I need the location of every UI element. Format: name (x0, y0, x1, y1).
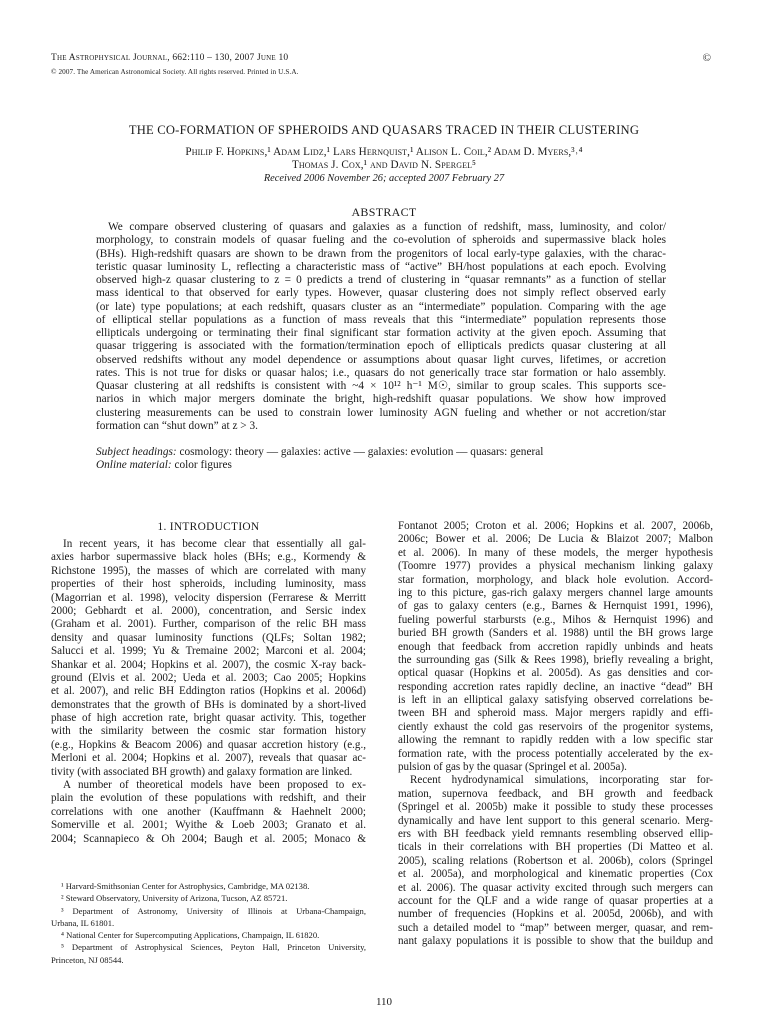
online-material-label: Online material: (96, 459, 172, 472)
body-line: dynamically and have lent support to this general scenario. Merg- (398, 814, 713, 827)
body-line: plain the evolution of these populations with redshift, and their (51, 792, 366, 805)
body-line: (Springel et al. 2005b) make it possible to study these processes (398, 801, 713, 814)
abstract-line: rates. This is not true for disks or quasar halos; i.e., quasars do not generically trace star formation or halo assembly. (96, 366, 666, 379)
body-line: axies harbor supermassive black holes (BHs; e.g., Kormendy & (51, 551, 366, 564)
body-line: Fontanot 2005; Croton et al. 2006; Hopkins et al. 2007, 2006b, (398, 520, 713, 532)
body-line: is left in an elliptical galaxy satisfying observed correlations be- (398, 694, 713, 707)
online-material-text: color figures (174, 459, 232, 472)
journal-citation: The Astrophysical Journal, 662:110 – 130, 2007 June 10 (51, 53, 289, 63)
copyright-icon: © (702, 52, 711, 64)
body-line: Recent hydrodynamical simulations, incorporating star for- (410, 774, 713, 787)
abstract-line: narios in which major mergers dominate the bright, high-redshift quasar populations. We show how improved (96, 393, 666, 406)
body-line: pulsion of gas by the quasar (Springel et al. 2005a). (398, 761, 627, 774)
body-line: Richstone 1995), the masses of which are correlated with many (51, 564, 366, 577)
body-line: ing to this picture, gas-rich galaxy mergers channel large amounts (398, 586, 713, 599)
body-line: with the similarity between the cosmic star formation history (51, 725, 366, 738)
body-line: A number of theoretical models have been proposed to ex- (63, 779, 366, 792)
body-line: (e.g., Hopkins & Beacom 2006) and quasar accretion history (e.g., (51, 738, 366, 751)
footnote: ⁵ Department of Astrophysical Sciences, Peyton Hall, Princeton University, (61, 942, 366, 953)
body-line: et al. 2006). In many of these models, the merger hypothesis (398, 546, 713, 559)
received-dates: Received 2006 November 26; accepted 2007 February 27 (263, 173, 505, 184)
page-number: 110 (375, 996, 393, 1008)
abstract-line: Quasar clustering at all redshifts is consistent with ~4 × 10¹² h⁻¹ M☉, similar to group scales. This supports sce- (96, 380, 666, 392)
body-line: nant galaxy populations it is possible to show that the buildup and (398, 935, 713, 948)
footnote-continued: Urbana, IL 61801. (51, 917, 115, 928)
abstract-line: observed high-z quasar clustering to z = 0 predicts a trend of clustering in “quasar remnants” as a function of stellar (96, 274, 666, 286)
body-line: ciently exhaust the cold gas reservoirs of the progenitor systems, (398, 720, 713, 733)
body-line: the surrounding gas (Silk & Rees 1998), briefly revealing a bright, (398, 653, 713, 666)
body-line: optical quasar (Hopkins et al. 2005d). As gas densities and cor- (398, 667, 713, 680)
body-line: buried BH growth (Sanders et al. 1988) until the BH grows large (398, 627, 713, 640)
body-line: 2006c; Bower et al. 2006; De Lucia & Blaizot 2007; Malbon (398, 533, 713, 546)
author-list: Philip F. Hopkins,¹ Adam Lidz,¹ Lars Hernquist,¹ Alison L. Coil,² Adam D. Myers,³˒⁴ (185, 146, 583, 158)
paper-title: THE CO-FORMATION OF SPHEROIDS AND QUASARS TRACED IN THEIR CLUSTERING (128, 123, 640, 137)
abstract-body (96, 221, 666, 433)
abstract-line: ellipticals undergoing or terminating their final significant star formation activity at the given epoch. Assuming that (96, 327, 666, 339)
body-line: 2005), scaling relations (Robertson et al. 2006b), colors (Springel (398, 854, 713, 867)
body-line: Shankar et al. 2004; Hopkins et al. 2007), the cosmic X-ray back- (51, 658, 366, 671)
body-line: allowing the remnant to rapidly redden with a low specific star (398, 734, 713, 747)
abstract-line: quasar triggering is associated with the formation/termination epoch of ellipticals predicts quasar clustering at all (96, 340, 666, 353)
abstract-line: We compare observed clustering of quasars and galaxies as a function of redshift, mass, luminosity, and color/ (108, 221, 666, 233)
abstract-line: (or late) type populations; at each redshift, quasars cluster as an “intermediate” population. Comparing with the age (96, 300, 666, 313)
abstract-line: mass identical to that observed for early types. However, quasar clustering does not simply reflect observed early (96, 287, 666, 300)
body-line: responding accretion rates rapidly decline, an inactive “dead” BH (398, 680, 713, 693)
abstract-heading: ABSTRACT (351, 205, 417, 219)
body-line: ers with BH feedback yield remnants resembling observed ellip- (398, 827, 713, 840)
body-line: phase of high accretion rate, bright quasar activity. This, together (51, 712, 366, 725)
body-line: ticals in their correlations with BH properties (Di Matteo et al. (398, 841, 713, 854)
body-line: tivity (with associated BH growth) and galaxy formation are linked. (51, 765, 353, 778)
author-list-continued: Thomas J. Cox,¹ and David N. Spergel⁵ (291, 159, 477, 171)
body-line: star formation, morphology, and black hole evolution. Accord- (398, 573, 713, 586)
abstract-line: observed redshifts without any model dependence or assumptions about quasar light curves, lifetimes, or accretion (96, 353, 666, 366)
body-line: et al. 2005a), and morphological and kinematic properties (Cox (398, 868, 713, 881)
abstract-line: of elliptical stellar populations as a function of mass reveals that this “intermediate” population represents those (96, 313, 666, 326)
abstract-line: clustering measurements can be used to constrain lower luminosity AGN fueling and whether or not accretion/star (96, 406, 666, 419)
body-line: of gas to galaxy centers (e.g., Barnes & Hernquist 1991, 1996), (398, 600, 713, 613)
body-line: tween BH and spheroid mass. Major mergers rapidly and effi- (398, 707, 713, 720)
body-line: et al. 2006). The quasar activity excited through such mergers can (398, 881, 713, 894)
footnote-continued: Princeton, NJ 08544. (51, 954, 124, 965)
footnote: ¹ Harvard-Smithsonian Center for Astrophysics, Cambridge, MA 02138. (61, 881, 310, 891)
footnote: ² Steward Observatory, University of Arizona, Tucson, AZ 85721. (61, 893, 288, 904)
body-line: correlations with one another (Kauffmann & Haehnelt 2000; (51, 805, 366, 818)
body-line: account for the QLF and a wide range of quasar properties at a (398, 894, 713, 907)
body-line: et al. 2007), and relic BH Eddington ratios (Hopkins et al. 2006d) (51, 685, 366, 698)
body-line: number of frequencies (Hopkins et al. 2005d, 2006b), and with (398, 908, 713, 921)
footnote: ³ Department of Astronomy, University of Illinois at Urbana-Champaign, (61, 905, 366, 916)
body-line: In recent years, it has become clear that essentially all gal- (63, 538, 366, 550)
body-line: (Graham et al. 2001). Further, comparison of the relic BH mass (51, 618, 366, 631)
footnotes (51, 880, 366, 966)
right-column (398, 520, 713, 949)
subject-headings (96, 446, 666, 473)
abstract-line: formation can “shut down” at z > 3. (96, 419, 258, 432)
body-line: enough that feedback from accretion rapidly unbinds and heats (398, 640, 713, 653)
body-line: 2000; Gebhardt et al. 2000), concentration, and Sersic index (51, 604, 366, 617)
abstract-line: teristic quasar luminosity L, reflecting a characteristic mass of “active” BH/host populations at each epoch. Evolving (96, 260, 666, 273)
body-line: 2004; Scannapieco & Oh 2004; Baugh et al. 2005; Monaco & (51, 832, 366, 845)
subject-headings-text: cosmology: theory — galaxies: active — galaxies: evolution — quasars: general (179, 446, 544, 458)
abstract-line: (BHs). High-redshift quasars are shown to be drawn from the progenitors of local early-type galaxies, with the charac- (96, 247, 666, 260)
abstract-line: morphology, to constrain models of quasar fueling and the co-evolution of spheroids and supermassive black holes (96, 234, 666, 247)
body-line: (Magorrian et al. 1998), velocity dispersion (Ferrarese & Merritt (51, 591, 366, 604)
body-line: Merloni et al. 2004; Hopkins et al. 2007), reveals that quasar ac- (51, 752, 366, 765)
body-line: Salucci et al. 1999; Yu & Tremaine 2002; Marconi et al. 2004; (51, 645, 366, 658)
body-line: Somerville et al. 2001; Wyithe & Loeb 2003; Granato et al. (51, 819, 366, 832)
body-line: ground (Elvis et al. 2002; Ueda et al. 2003; Cao 2005; Hopkins (51, 671, 366, 684)
journal-masthead (51, 53, 711, 63)
body-line: formation rate, with the process potentially accelerated by the ex- (398, 747, 713, 760)
section-heading-introduction: 1. INTRODUCTION (157, 521, 260, 533)
subject-headings-label: Subject headings: (96, 446, 177, 458)
body-line: fueling powerful starbursts (e.g., Mihos & Hernquist 1996) and (398, 613, 713, 626)
footnote: ⁴ National Center for Supercomputing Applications, Champaign, IL 61820. (61, 930, 320, 941)
body-line: (Toomre 1977) provides a physical mechanism linking galaxy (398, 560, 713, 573)
body-line: mation, supernova feedback, and BH growth and feedback (398, 787, 713, 800)
left-column (51, 520, 366, 846)
body-line: density and quasar luminosity functions (QLFs; Soltan 1982; (51, 631, 366, 644)
body-line: properties of their host spheroids, including luminosity, mass (51, 578, 366, 591)
copyright-notice: © 2007. The American Astronomical Society. All rights reserved. Printed in U.S.A. (51, 68, 299, 76)
body-line: such a detailed model to “map” between merger, quasar, and rem- (398, 921, 713, 934)
body-line: demonstrates that the growth of BHs is dominated by a short-lived (51, 698, 366, 711)
